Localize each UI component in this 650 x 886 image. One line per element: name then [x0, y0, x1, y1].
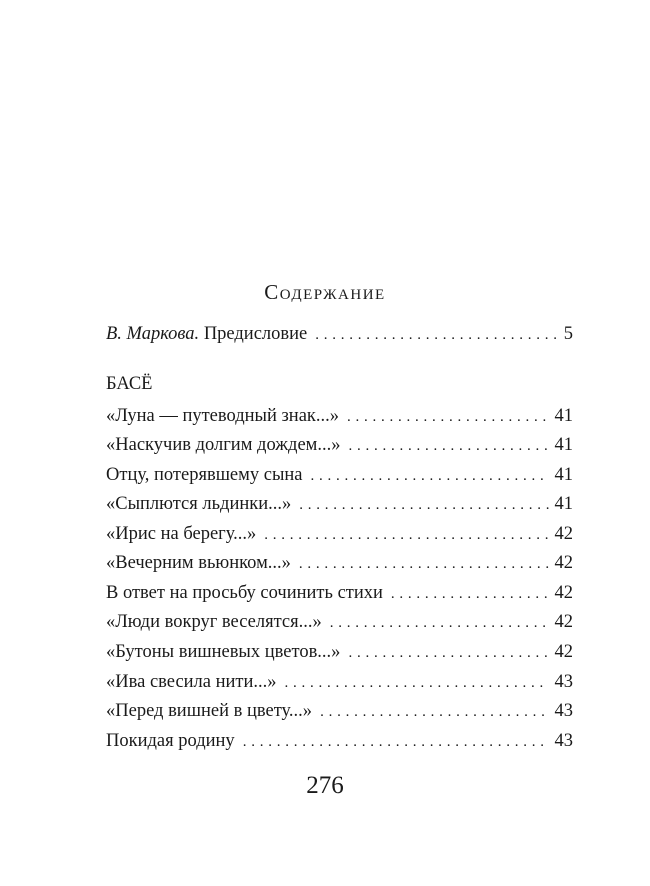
preface-author: В. Маркова. — [106, 324, 200, 344]
toc-entry-label: «Перед вишней в цвету...» — [106, 701, 313, 721]
toc-entry-label: «Сыплются льдинки...» — [106, 494, 292, 514]
toc-entry-page: 42 — [554, 553, 573, 573]
toc-entry-label: «Ирис на берегу...» — [106, 524, 257, 544]
toc-entry-page: 43 — [554, 731, 573, 751]
toc-entry-label: «Ива свесила нити...» — [106, 672, 277, 692]
toc-entry — [106, 406, 573, 430]
dot-leader — [348, 645, 548, 662]
toc-entry-label: Отцу, потерявшему сына — [106, 465, 303, 485]
toc-entry — [106, 731, 573, 755]
dot-leader — [315, 327, 558, 344]
toc-entry — [106, 465, 573, 489]
toc-entry — [106, 494, 573, 518]
dot-leader — [310, 468, 548, 485]
dot-leader — [348, 438, 548, 455]
dot-leader — [285, 675, 549, 692]
toc-entry — [106, 553, 573, 577]
toc-entry — [106, 435, 573, 459]
dot-leader — [299, 497, 548, 514]
toc-entry-page: 41 — [554, 494, 573, 514]
preface-title: Предисловие — [199, 324, 308, 344]
toc-entry-page: 5 — [563, 324, 573, 344]
dot-leader — [243, 734, 549, 751]
toc-entry-label: «Люди вокруг веселятся...» — [106, 612, 322, 632]
toc-entry-label: Покидая родину — [106, 731, 235, 751]
toc-entry-page: 41 — [554, 406, 573, 426]
toc-entry-page: 42 — [554, 524, 573, 544]
dot-leader — [330, 615, 549, 632]
toc-entry-label: «Вечерним вьюнком...» — [106, 553, 291, 573]
toc-entry-preface — [106, 324, 573, 348]
toc-entry-label: В ответ на просьбу сочинить стихи — [106, 583, 383, 603]
toc-entry — [106, 612, 573, 636]
toc-entry-page: 41 — [554, 435, 573, 455]
toc-entry-label: «Наскучив долгим дождем...» — [106, 435, 341, 455]
page-title: Содержание — [264, 280, 386, 304]
dot-leader — [391, 586, 549, 603]
toc-entry-label: «Луна — путеводный знак...» — [106, 406, 340, 426]
section-heading: БАСЁ — [106, 374, 153, 394]
toc-entry-page: 42 — [554, 612, 573, 632]
dot-leader — [320, 704, 548, 721]
toc-entry-page: 42 — [554, 642, 573, 662]
toc-entry-label — [106, 324, 307, 345]
toc-entry — [106, 583, 573, 607]
toc-entry — [106, 701, 573, 725]
dot-leader — [264, 527, 548, 544]
toc-entry — [106, 672, 573, 696]
page-number: 276 — [306, 772, 344, 799]
toc-entry-page: 41 — [554, 465, 573, 485]
toc-entry — [106, 524, 573, 548]
dot-leader — [347, 409, 548, 426]
toc-entry-page: 42 — [554, 583, 573, 603]
toc-entry-page: 43 — [554, 701, 573, 721]
toc-entry — [106, 642, 573, 666]
toc-entry-page: 43 — [554, 672, 573, 692]
toc-entry-label: «Бутоны вишневых цветов...» — [106, 642, 341, 662]
dot-leader — [299, 556, 549, 573]
